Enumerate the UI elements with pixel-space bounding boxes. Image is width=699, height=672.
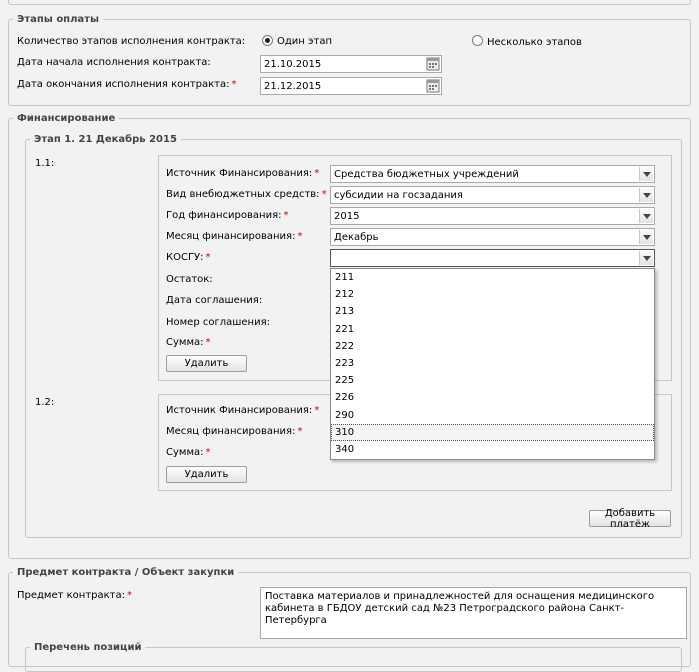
start-date-input[interactable] [260, 55, 442, 73]
end-date-input[interactable] [260, 77, 442, 95]
kosgu-option[interactable]: 225 [335, 375, 355, 387]
end-date-value: 21.12.2015 [264, 81, 322, 92]
sum-label-2: Сумма: * [166, 447, 211, 458]
radio-multiple-stages-label[interactable]: Несколько этапов [487, 37, 582, 48]
delete-button[interactable]: Удалить [166, 355, 247, 372]
financing-legend: Финансирование [17, 113, 116, 124]
start-date-label: Дата начала исполнения контракта: [17, 57, 211, 68]
subject-textarea[interactable]: Поставка материалов и принадлежностей для оснащения медицинского кабинета в ГБДОУ детский сад №23 Петроградского района Санкт-Петербурга [260, 587, 687, 639]
add-payment-button[interactable]: Добавить платёж [589, 510, 671, 527]
agreement-date-label: Дата соглашения: [166, 295, 263, 306]
year-label: Год финансирования: * [166, 210, 289, 221]
positions-legend: Перечень позиций [34, 642, 142, 653]
source-select[interactable] [330, 165, 655, 183]
kosgu-label: КОСГУ: * [166, 252, 211, 263]
month-label: Месяц финансирования: * [166, 231, 303, 242]
positions-section [25, 642, 682, 672]
radio-single-stage[interactable] [262, 35, 273, 46]
payment-stages-legend: Этапы оплаты [17, 14, 100, 25]
calendar-icon[interactable] [426, 79, 440, 93]
start-date-value: 21.10.2015 [264, 59, 322, 70]
rest-label: Остаток: [166, 274, 213, 285]
item-1-number: 1.1: [35, 158, 55, 169]
kosgu-option[interactable]: 221 [335, 323, 355, 335]
kosgu-option[interactable]: 213 [335, 306, 355, 318]
chevron-down-icon[interactable] [639, 209, 653, 223]
extra-budget-label: Вид внебюджетных средств: * [166, 189, 327, 200]
stage-1-legend: Этап 1. 21 Декабрь 2015 [34, 134, 177, 145]
source-label-2: Источник Финансирования: * [166, 405, 320, 416]
chevron-down-icon[interactable] [639, 188, 653, 202]
kosgu-option[interactable]: 222 [335, 340, 355, 352]
extra-budget-select[interactable] [330, 186, 655, 204]
month-value: Декабрь [334, 232, 379, 243]
kosgu-option[interactable]: 211 [335, 272, 355, 283]
chevron-down-icon[interactable] [639, 230, 653, 244]
radio-multiple-stages[interactable] [472, 35, 483, 46]
month-select[interactable] [330, 228, 655, 246]
kosgu-select[interactable] [330, 249, 655, 267]
year-value: 2015 [334, 211, 360, 222]
source-label: Источник Финансирования: * [166, 168, 320, 179]
kosgu-option[interactable]: 212 [335, 289, 355, 301]
source-value: Средства бюджетных учреждений [334, 169, 519, 180]
subject-legend: Предмет контракта / Объект закупки [17, 567, 235, 578]
delete-button-2[interactable]: Удалить [166, 466, 247, 483]
subject-label: Предмет контракта: * [17, 590, 132, 601]
sum-label: Сумма: * [166, 337, 211, 348]
kosgu-option[interactable]: 290 [335, 409, 355, 421]
year-select[interactable] [330, 207, 655, 225]
radio-single-stage-label[interactable]: Один этап [277, 36, 332, 47]
extra-budget-value: субсидии на госзадания [334, 190, 463, 201]
kosgu-option[interactable]: 310 [331, 424, 654, 441]
agreement-number-label: Номер соглашения: [166, 317, 270, 328]
previous-section-bottom [8, 0, 691, 5]
stages-count-label: Количество этапов исполнения контракта: [17, 36, 246, 47]
chevron-down-icon[interactable] [639, 251, 653, 265]
item-2-number: 1.2: [35, 397, 55, 408]
end-date-label: Дата окончания исполнения контракта: * [17, 79, 237, 90]
kosgu-option[interactable]: 223 [335, 357, 355, 369]
kosgu-option[interactable]: 226 [335, 392, 355, 404]
chevron-down-icon[interactable] [639, 167, 653, 181]
calendar-icon[interactable] [426, 57, 440, 71]
kosgu-option[interactable]: 340 [335, 443, 355, 455]
month-label-2: Месяц финансирования: * [166, 426, 303, 437]
kosgu-dropdown-list[interactable] [330, 268, 655, 460]
